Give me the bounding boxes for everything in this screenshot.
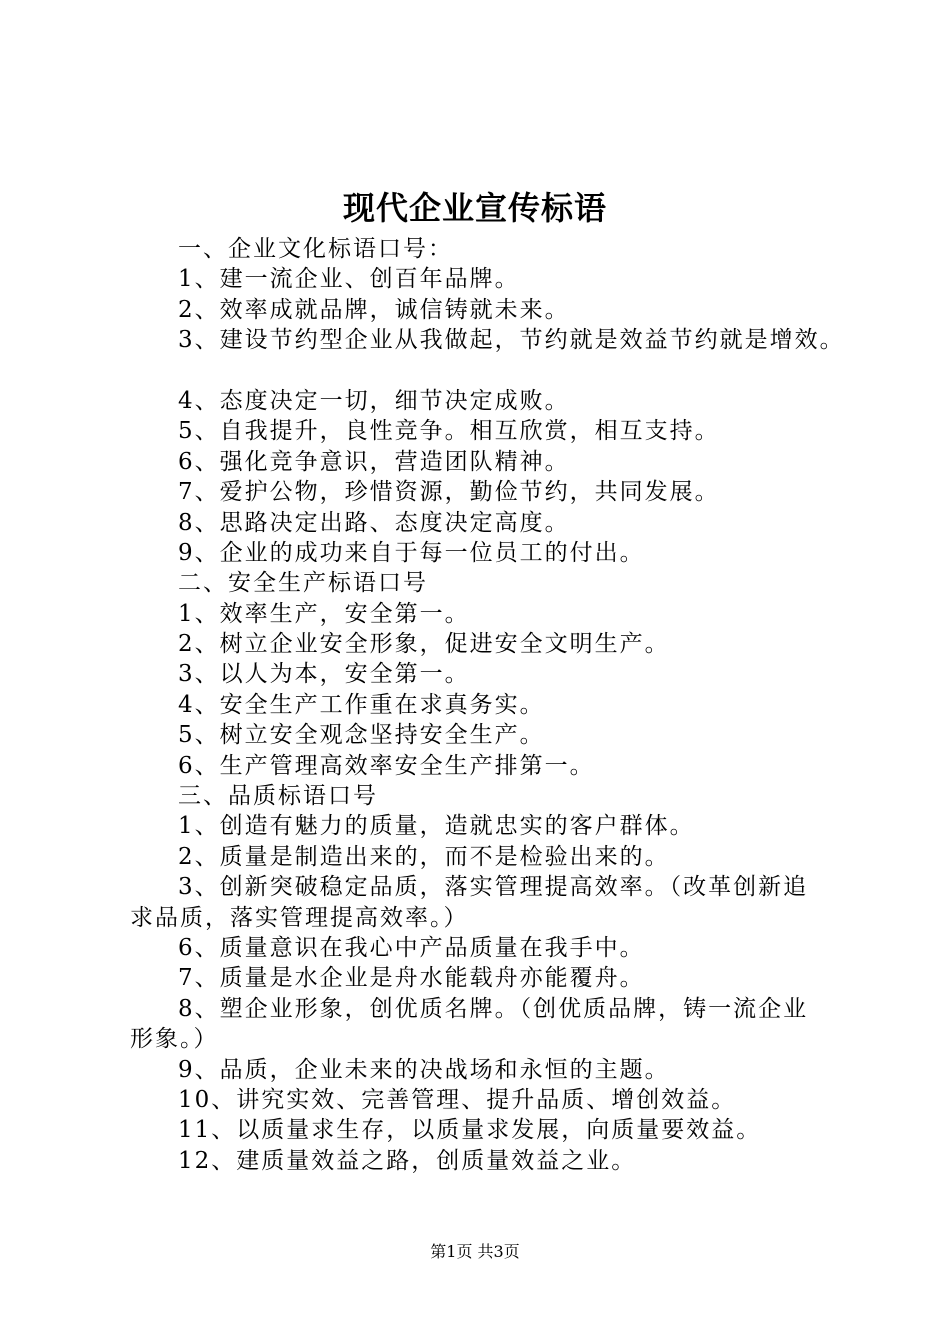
section-heading-quality: 三、品质标语口号 (178, 783, 378, 810)
slogan-line: 5、自我提升，良性竞争。相互欣赏，相互支持。 (178, 418, 720, 445)
slogan-line: 9、品质，企业未来的决战场和永恒的主题。 (178, 1056, 670, 1083)
slogan-line: 1、创造有魅力的质量，造就忠实的客户群体。 (178, 813, 695, 840)
slogan-line: 11、以质量求生存，以质量求发展，向质量要效益。 (178, 1117, 762, 1144)
slogan-line-continuation: 求品质，落实管理提高效率。） (130, 904, 469, 931)
slogan-line: 2、树立企业安全形象，促进安全文明生产。 (178, 631, 670, 658)
slogan-line: 6、强化竞争意识，营造团队精神。 (178, 448, 570, 475)
slogan-line: 3、创新突破稳定品质，落实管理提高效率。（改革创新追 (178, 874, 809, 901)
document-body (130, 234, 845, 1176)
page-number-footer: 第1页 共3页 (430, 1242, 520, 1261)
document-title: 现代企业宣传标语 (342, 189, 607, 227)
slogan-line: 1、效率生产，安全第一。 (178, 600, 470, 627)
slogan-line: 8、思路决定出路、态度决定高度。 (178, 509, 570, 536)
slogan-line: 2、效率成就品牌，诚信铸就未来。 (178, 296, 570, 323)
slogan-line: 8、塑企业形象，创优质名牌。（创优质品牌，铸一流企业 (178, 995, 809, 1022)
blank-line (130, 356, 842, 386)
slogan-line: 10、讲究实效、完善管理、提升品质、增创效益。 (178, 1086, 737, 1113)
slogan-line: 4、安全生产工作重在求真务实。 (178, 691, 545, 718)
section-heading-culture: 一、企业文化标语口号： (178, 236, 453, 262)
slogan-line: 5、树立安全观念坚持安全生产。 (178, 722, 545, 749)
slogan-line-continuation: 形象。） (130, 1026, 219, 1053)
slogan-line: 6、质量意识在我心中产品质量在我手中。 (178, 934, 645, 961)
slogan-line: 3、以人为本，安全第一。 (178, 661, 470, 688)
slogan-line: 7、质量是水企业是舟水能载舟亦能覆舟。 (178, 965, 645, 992)
slogan-line: 12、建质量效益之路，创质量效益之业。 (178, 1147, 637, 1174)
slogan-line: 9、企业的成功来自于每一位员工的付出。 (178, 539, 645, 566)
slogan-line: 2、质量是制造出来的，而不是检验出来的。 (178, 843, 670, 870)
slogan-line: 7、爱护公物，珍惜资源，勤俭节约，共同发展。 (178, 479, 720, 506)
slogan-line: 4、态度决定一切，细节决定成败。 (178, 387, 570, 414)
section-heading-safety: 二、安全生产标语口号 (178, 570, 428, 597)
slogan-line: 6、生产管理高效率安全生产排第一。 (178, 752, 595, 779)
slogan-line: 1、建一流企业、创百年品牌。 (178, 266, 520, 293)
slogan-line: 3、建设节约型企业从我做起，节约就是效益节约就是增效。 (178, 327, 845, 354)
